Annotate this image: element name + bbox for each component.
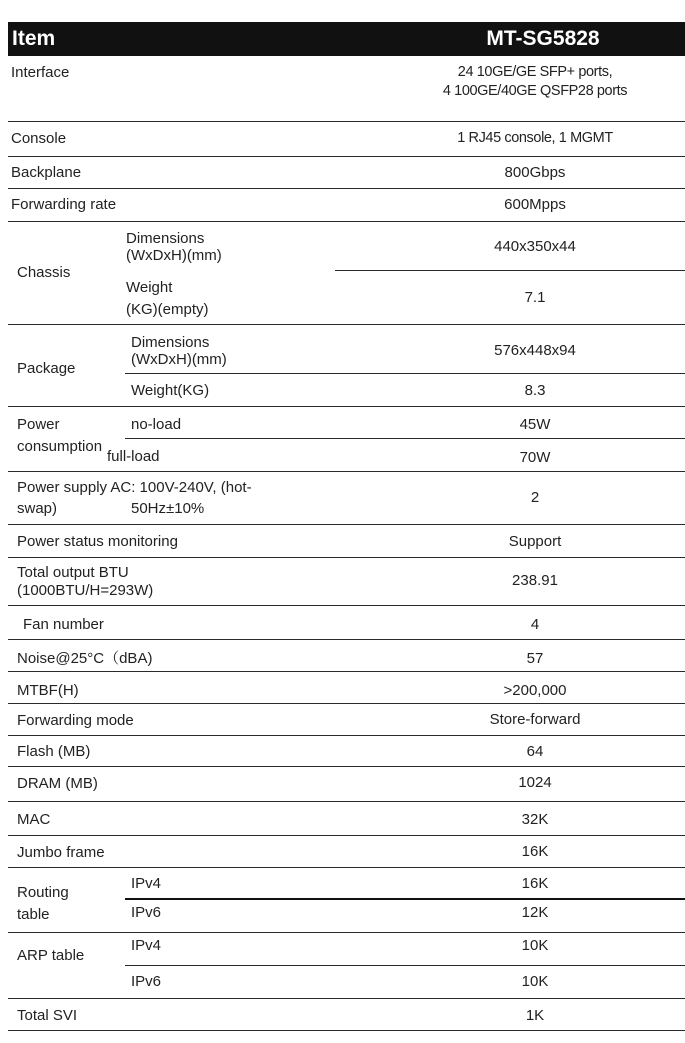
dram-value: 1024 — [518, 774, 552, 791]
chassis-dimensions-value: 440x350x44 — [494, 238, 576, 255]
package-label: Package — [17, 360, 76, 377]
btu-label-line2: (1000BTU/H=293W) — [17, 582, 154, 599]
power-status-label: Power status monitoring — [17, 533, 178, 550]
header-item-label: Item — [12, 27, 56, 50]
console-label: Console — [11, 130, 67, 147]
flash-label: Flash (MB) — [17, 743, 91, 760]
routing-ipv6-label: IPv6 — [131, 904, 162, 921]
header-model-label: MT-SG5828 — [486, 27, 600, 50]
table-header — [8, 22, 685, 56]
fan-label: Fan number — [23, 616, 104, 633]
interface-label: Interface — [11, 64, 70, 81]
noload-value: 45W — [519, 416, 551, 433]
package-dimensions-value: 576x448x94 — [494, 342, 576, 359]
dram-label: DRAM (MB) — [17, 775, 98, 792]
arp-label: ARP table — [17, 947, 85, 964]
mtbf-label: MTBF(H) — [17, 682, 79, 699]
power-status-value: Support — [508, 533, 562, 550]
noise-label: Noise@25°C（dBA) — [17, 650, 153, 667]
btu-label-line1: Total output BTU — [17, 564, 129, 581]
divider — [8, 735, 685, 736]
backplane-value: 800Gbps — [504, 164, 566, 181]
divider — [8, 121, 685, 122]
mac-label: MAC — [17, 811, 51, 828]
divider — [335, 270, 685, 271]
fullload-value: 70W — [519, 449, 551, 466]
package-dimensions-label-line2: (WxDxH)(mm) — [131, 351, 227, 368]
svi-label: Total SVI — [17, 1007, 78, 1024]
power-supply-label-line3: 50Hz±10% — [131, 500, 205, 517]
backplane-label: Backplane — [11, 164, 82, 181]
chassis-weight-label-line2: (KG)(empty) — [126, 301, 209, 318]
interface-value-line1: 24 10GE/GE SFP+ ports, — [457, 64, 613, 80]
jumbo-value: 16K — [521, 843, 549, 860]
divider — [8, 766, 685, 767]
routing-label-line2: table — [17, 906, 50, 923]
forwarding-mode-value: Store-forward — [489, 711, 581, 728]
divider — [125, 438, 685, 439]
chassis-weight-value: 7.1 — [524, 289, 546, 306]
divider — [125, 898, 685, 900]
noise-value: 57 — [526, 650, 544, 667]
divider — [8, 557, 685, 558]
forwarding-rate-value: 600Mpps — [504, 196, 566, 213]
routing-ipv4-value: 16K — [521, 875, 549, 892]
interface-value-line2: 4 100GE/40GE QSFP28 ports — [442, 83, 628, 99]
fan-value: 4 — [530, 616, 540, 633]
package-weight-label: Weight(KG) — [131, 382, 210, 399]
divider — [8, 671, 685, 672]
divider — [8, 835, 685, 836]
divider — [8, 324, 685, 325]
flash-value: 64 — [526, 743, 544, 760]
power-supply-value: 2 — [530, 489, 540, 506]
chassis-dimensions-label-line1: Dimensions — [126, 230, 205, 247]
package-weight-value: 8.3 — [524, 382, 546, 399]
chassis-dimensions-label-line2: (WxDxH)(mm) — [126, 247, 222, 264]
btu-value: 238.91 — [512, 572, 558, 589]
divider — [8, 524, 685, 525]
divider — [8, 639, 685, 640]
power-supply-label-line2: swap) — [17, 500, 58, 517]
divider — [8, 471, 685, 472]
divider — [8, 1030, 685, 1031]
svi-value: 1K — [525, 1007, 545, 1024]
divider — [8, 605, 685, 606]
routing-label-line1: Routing — [17, 884, 69, 901]
power-supply-label-line1: Power supply AC: 100V-240V, (hot- — [17, 479, 252, 496]
mtbf-value: >200,000 — [503, 682, 567, 699]
mac-value: 32K — [521, 811, 549, 828]
power-consumption-label-line1: Power — [17, 416, 60, 433]
forwarding-rate-label: Forwarding rate — [11, 196, 117, 213]
arp-ipv6-value: 10K — [521, 973, 549, 990]
chassis-label: Chassis — [17, 264, 71, 281]
divider — [125, 965, 685, 966]
chassis-weight-label-line1: Weight — [126, 279, 173, 296]
divider — [8, 801, 685, 802]
divider — [8, 188, 685, 189]
noload-label: no-load — [131, 416, 182, 433]
divider — [8, 932, 685, 933]
divider — [8, 406, 685, 407]
divider — [8, 156, 685, 157]
routing-ipv4-label: IPv4 — [131, 875, 162, 892]
divider — [125, 373, 685, 374]
power-consumption-label-line2: consumption — [17, 438, 103, 455]
arp-ipv4-value: 10K — [521, 937, 549, 954]
routing-ipv6-value: 12K — [521, 904, 549, 921]
jumbo-label: Jumbo frame — [17, 844, 105, 861]
divider — [8, 867, 685, 868]
package-dimensions-label-line1: Dimensions — [131, 334, 210, 351]
forwarding-mode-label: Forwarding mode — [17, 712, 134, 729]
divider — [8, 703, 685, 704]
console-value: 1 RJ45 console, 1 MGMT — [457, 130, 613, 146]
divider — [8, 998, 685, 999]
divider — [8, 221, 685, 222]
fullload-label: full-load — [107, 448, 160, 465]
arp-ipv6-label: IPv6 — [131, 973, 162, 990]
arp-ipv4-label: IPv4 — [131, 937, 162, 954]
